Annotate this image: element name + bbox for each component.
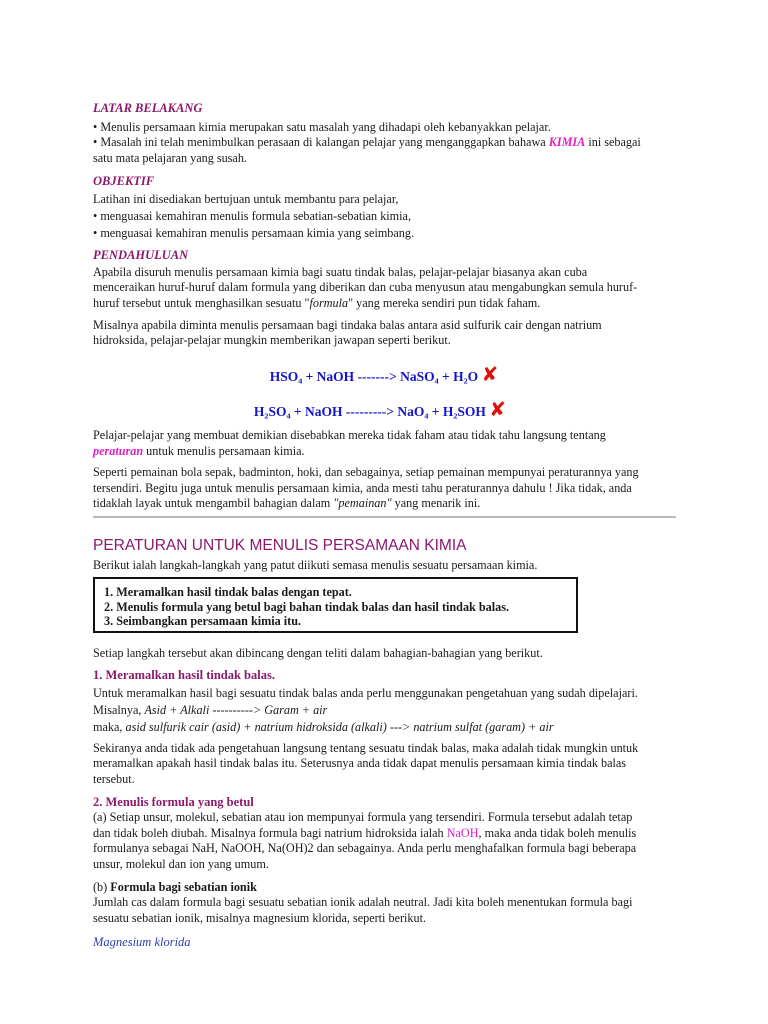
formula-italic: formula [309, 296, 349, 310]
steps-box [93, 577, 578, 633]
step1-p2-l3: tersebut. [93, 772, 135, 786]
p4-l3b: yang menarik ini. [391, 496, 481, 510]
naoh-highlight: NaOH [446, 826, 479, 840]
equation-2-text: H₂SO₄ + NaOH ---------> NaO₄ + H₂SOH [253, 404, 486, 419]
section-divider [93, 516, 676, 518]
step2-a-l1: (a) Setiap unsur, molekul, sebatian atau ion mempunyai formula yang tersendiri. Formula tersebut adalah tetap [93, 810, 633, 824]
objektif-line-1: Latihan ini disediakan bertujuan untuk membantu para pelajar, [93, 192, 399, 206]
cross-icon: ✘ [489, 397, 507, 421]
a-l2a: dan tidak boleh diubah. Misalnya formula bagi natrium hidroksida ialah [93, 826, 447, 840]
latar-line-3: satu mata pelajaran yang susah. [93, 151, 247, 165]
pemainan-italic: "pemainan" [333, 496, 392, 510]
b-title: Formula bagi sebatian ionik [110, 880, 257, 894]
latar-heading: LATAR BELAKANG [93, 101, 203, 115]
p1-l3a: huruf tersebut untuk menghasilkan sesuatu " [93, 296, 310, 310]
p4-l3a: tidaklah layak untuk mengambil bahagian dalam [93, 496, 334, 510]
pendahuluan-p1-l1: Apabila disuruh menulis persamaan kimia bagi suatu tindak balas, pelajar-pelajar biasanya akan cuba [93, 265, 588, 279]
cross-icon: ✘ [481, 362, 499, 386]
step1-p2-l1: Sekiranya anda tidak ada pengetahuan langsung tentang sesuatu tindak balas, maka adalah tidak mungkin untuk [93, 741, 639, 755]
latar-line-1: • Menulis persamaan kimia merupakan satu masalah yang dihadapi oleh kebanyakkan pelajar. [93, 120, 551, 134]
pendahuluan-p2-l2: hidroksida, pelajar-pelajar mungkin memberikan jawapan seperti berikut. [93, 333, 451, 347]
step2-b-l1: Jumlah cas dalam formula bagi sesuatu sebatian ionik adalah neutral. Jadi kita boleh menentukan formula bagi [93, 895, 633, 909]
step2-b-title [93, 880, 683, 896]
pendahuluan-p1-l2: menceraikan huruf-huruf dalam formula yang diberikan dan cuba menyusun atau mengabungkan semula huruf- [93, 280, 638, 294]
maka-label: maka, [93, 720, 126, 734]
wrong-equation-2 [0, 397, 760, 421]
step2-a-l3: formulanya sebagai NaH, NaOOH, Na(OH)2 dan sebagainya. Anda perlu menghafalkan formula bagi beberapa [93, 841, 637, 855]
latar-line-2a: • Masalah ini telah menimbulkan perasaan di kalangan pelajar yang menganggapkan bahawa [93, 135, 549, 149]
step1-line-1: Untuk meramalkan hasil bagi sesuatu tindak balas anda perlu menggunakan pengetahuan yang sudah dipelajari. [93, 686, 638, 700]
latar-line-2 [93, 135, 683, 151]
peraturan-heading: PERATURAN UNTUK MENULIS PERSAMAAN KIMIA [93, 537, 467, 554]
pendahuluan-p2-l1: Misalnya apabila diminta menulis persamaan bagi tindaka balas antara asid sulfurik cair dengan natrium [93, 318, 602, 332]
step1-line-2 [93, 703, 683, 719]
specific-equation: asid sulfurik cair (asid) + natrium hidroksida (alkali) ---> natrium sulfat (garam) + air [125, 720, 554, 734]
p3-l2b: untuk menulis persamaan kimia. [143, 444, 305, 458]
p1-l3b: " yang mereka sendiri pun tidak faham. [348, 296, 541, 310]
step-item: 3. Seimbangkan persamaan kimia itu. [104, 614, 302, 628]
step2-a-l2 [93, 826, 683, 842]
step-item: 1. Meramalkan hasil tindak balas dengan tepat. [104, 585, 352, 599]
equation-1-text: HSO₄ + NaOH -------> NaSO₄ + H₂O [269, 369, 479, 384]
step1-line-3 [93, 720, 683, 736]
objektif-heading: OBJEKTIF [93, 174, 155, 188]
misalnya-label: Misalnya, [93, 703, 145, 717]
pendahuluan-p4-l3 [93, 496, 683, 512]
step2-b-l2: sesuatu sebatian ionik, misalnya magnesium klorida, seperti berikut. [93, 911, 427, 925]
pendahuluan-heading: PENDAHULUAN [93, 248, 189, 262]
latar-line-2b: ini sebagai [585, 135, 641, 149]
pendahuluan-p3-l2 [93, 444, 683, 460]
peraturan-intro: Berikut ialah langkah-langkah yang patut diikuti semasa menulis sesuatu persamaan kimia. [93, 558, 538, 572]
general-equation: Asid + Alkali ----------> Garam + air [144, 703, 328, 717]
pendahuluan-p4-l2: tersendiri. Begitu juga untuk menulis persamaan kimia, anda mesti tahu peraturannya dahulu ! Jika tidak, anda [93, 481, 632, 495]
wrong-equation-1 [0, 362, 768, 386]
after-box-text: Setiap langkah tersebut akan dibincang dengan teliti dalam bahagian-bahagian yang berikut. [93, 646, 543, 660]
peraturan-highlight: peraturan [93, 444, 144, 458]
objektif-line-3: • menguasai kemahiran menulis persamaan kimia yang seimbang. [93, 226, 415, 240]
pendahuluan-p3-l1: Pelajar-pelajar yang membuat demikian disebabkan mereka tidak faham atau tidak tahu langsung tentang [93, 428, 606, 442]
objektif-line-2: • menguasai kemahiran menulis formula sebatian-sebatian kimia, [93, 209, 411, 223]
pendahuluan-p4-l1: Seperti pemainan bola sepak, badminton, hoki, dan sebagainya, setiap pemainan mempunyai peraturannya yang [93, 465, 639, 479]
magnesium-klorida-label: Magnesium klorida [93, 935, 191, 949]
step-item: 2. Menulis formula yang betul bagi bahan tindak balas dan hasil tindak balas. [104, 599, 510, 614]
b-prefix: (b) [93, 880, 111, 894]
kimia-highlight: KIMIA [548, 135, 586, 149]
a-l2b: , maka anda tidak boleh menulis [478, 826, 637, 840]
step2-a-l4: unsur, molekul dan ion yang umum. [93, 857, 269, 871]
step2-heading: 2. Menulis formula yang betul [93, 795, 254, 809]
step1-p2-l2: meramalkan apakah hasil tindak balas itu. Seterusnya anda tidak dapat menulis persamaan kimia tindak balas [93, 756, 627, 770]
step1-heading: 1. Meramalkan hasil tindak balas. [93, 668, 275, 682]
pendahuluan-p1-l3 [93, 296, 683, 312]
